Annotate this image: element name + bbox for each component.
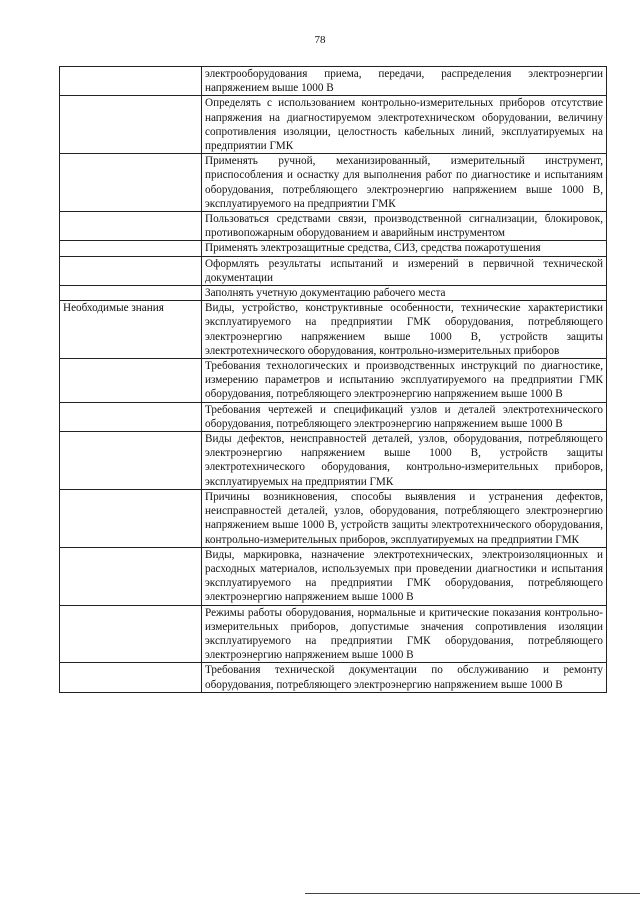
competency-table — [59, 66, 607, 693]
label-cell — [60, 241, 202, 256]
requirement-cell: Применять ручной, механизированный, измерительный инструмент, приспособления и оснастку для выполнения работ по диагностике и испытаниям оборудования, потребляющего электроэнергию напряжением выше 1000 В, эксплуатируемого на предприятии ГМК — [202, 154, 607, 212]
label-cell — [60, 212, 202, 241]
label-cell — [60, 663, 202, 692]
table-row — [60, 301, 607, 359]
table-row — [60, 605, 607, 663]
section-label-knowledge: Необходимые знания — [60, 301, 202, 359]
table-row — [60, 432, 607, 490]
table-row — [60, 663, 607, 692]
table-row — [60, 402, 607, 431]
label-cell — [60, 605, 202, 663]
requirement-cell: Виды, маркировка, назначение электротехнических, электроизоляционных и расходных материалов, используемых при проведении диагностики и испытания эксплуатируемого на предприятии ГМК оборудования, потребляющего электроэнергию напряжением выше 1000 В — [202, 547, 607, 605]
page-number: 78 — [314, 34, 326, 46]
requirement-cell: Виды дефектов, неисправностей деталей, узлов, оборудования, потребляющего электроэнергию напряжением выше 1000 В, устройств защиты электротехнического оборудования, контрольно-измерительных приборов, эксплуатируемых на предприятии ГМК — [202, 432, 607, 490]
table-row — [60, 547, 607, 605]
requirement-cell: Оформлять результаты испытаний и измерений в первичной технической документации — [202, 256, 607, 285]
requirement-cell: Режимы работы оборудования, нормальные и критические показания контрольно-измерительных приборов, допустимые значения сопротивления изоляции эксплуатируемого на предприятии ГМК оборудования, потребляющего электроэнергию напряжением выше 1000 В — [202, 605, 607, 663]
page-bottom-rule — [305, 893, 640, 894]
label-cell — [60, 489, 202, 547]
label-cell — [60, 402, 202, 431]
label-cell — [60, 154, 202, 212]
table-row — [60, 67, 607, 96]
table-row — [60, 256, 607, 285]
table-row — [60, 489, 607, 547]
table-row — [60, 241, 607, 256]
label-cell — [60, 96, 202, 154]
requirement-cell: Применять электрозащитные средства, СИЗ, средства пожаротушения — [202, 241, 607, 256]
table-row — [60, 154, 607, 212]
requirement-cell: Пользоваться средствами связи, производственной сигнализации, блокировок, противопожарным оборудованием и аварийным инструментом — [202, 212, 607, 241]
requirement-cell: электрооборудования приема, передачи, распределения электроэнергии напряжением выше 1000 В — [202, 67, 607, 96]
requirement-cell: Требования технологических и производственных инструкций по диагностике, измерению параметров и испытанию эксплуатируемого на предприятии ГМК оборудования, потребляющего электроэнергию напряжением выше 1000 В — [202, 359, 607, 403]
requirement-cell: Причины возникновения, способы выявления и устранения дефектов, неисправностей деталей, узлов, оборудования, потребляющего электроэнергию напряжением выше 1000 В, устройств защиты электротехнического оборудования, контрольно-измерительных приборов, эксплуатируемых на предприятии ГМК — [202, 489, 607, 547]
requirement-cell: Виды, устройство, конструктивные особенности, технические характеристики эксплуатируемого на предприятии ГМК оборудования, потребляющего электроэнергию напряжением выше 1000 В, устройств защиты электротехнического оборудования, контрольно-измерительных приборов — [202, 301, 607, 359]
label-cell — [60, 432, 202, 490]
requirement-cell: Требования технической документации по обслуживанию и ремонту оборудования, потребляющего электроэнергию напряжением выше 1000 В — [202, 663, 607, 692]
label-cell — [60, 547, 202, 605]
label-cell — [60, 67, 202, 96]
requirement-cell: Требования чертежей и спецификаций узлов и деталей электротехнического оборудования, потребляющего электроэнергию напряжением выше 1000 В — [202, 402, 607, 431]
table-row — [60, 96, 607, 154]
table-row — [60, 286, 607, 301]
table-row — [60, 359, 607, 403]
label-cell — [60, 359, 202, 403]
label-cell — [60, 256, 202, 285]
requirement-cell: Заполнять учетную документацию рабочего места — [202, 286, 607, 301]
label-cell — [60, 286, 202, 301]
requirement-cell: Определять с использованием контрольно-измерительных приборов отсутствие напряжения на диагностируемом электротехническом оборудовании, величину сопротивления изоляции, целостность кабельных линий, эксплуатируемых на предприятии ГМК — [202, 96, 607, 154]
table-row — [60, 212, 607, 241]
